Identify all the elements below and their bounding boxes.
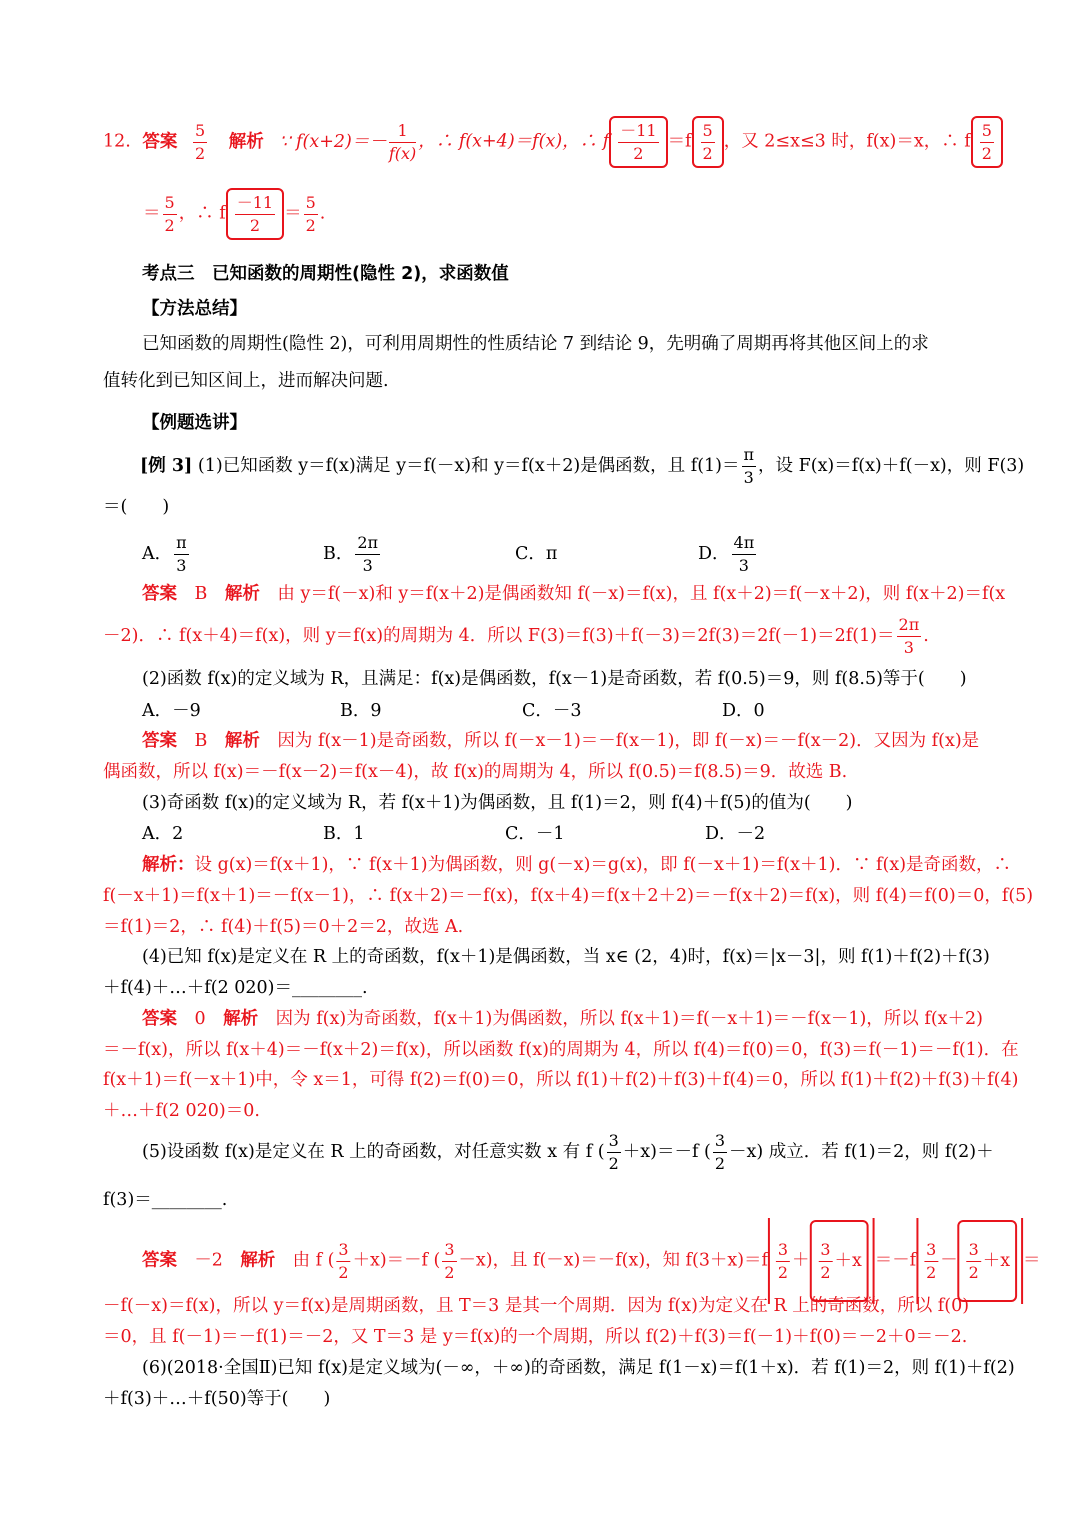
q12-text-1: ∵ f(x+2)＝－	[279, 131, 387, 152]
q12-frac-7: $\frac{5}{2}$	[305, 192, 316, 235]
ex3-a2-line-2: 偶函数，所以 f(x)＝－f(x－2)＝f(x－4)，故 f(x)的周期为 4，所以 f(0.5)＝f(8.5)＝9．故选 B.	[103, 762, 848, 782]
ex3-p2-option-a: A．－9	[142, 701, 201, 721]
q12-answer-fraction: $\frac{5}{2}$	[195, 120, 206, 163]
ex3-p1-option-b: B． $\frac{2\pi}{3}$	[323, 533, 379, 575]
q12-analysis-label: 解析	[228, 131, 264, 152]
ex3-p5-line-1: (5)设函数 f(x)是定义在 R 上的奇函数，对任意实数 x 有 f ( $\frac{3}{2}$ ＋x)＝－f ( $\frac{3}{2}$ －x) 成立．若 f(1)＝2，则 f(2)＋	[142, 1131, 994, 1173]
q12-line-1	[103, 116, 1003, 168]
ex3-p2-option-d: D．0	[722, 701, 765, 721]
ex3-a4-line-1: 答案 0 解析 因为 f(x)为奇函数，f(x＋1)为偶函数，所以 f(x＋1)＝f(－x＋1)＝－f(x－1)，所以 f(x＋2)	[142, 1009, 984, 1029]
examples-label: 【例题选讲】	[142, 413, 247, 433]
ex3-a5-line-3: ＝0，且 f(－1)＝－f(1)＝－2，又 T＝3 是 y＝f(x)的一个周期，所以 f(2)＋f(3)＝f(－1)＋f(0)＝－2＋0＝－2.	[103, 1327, 968, 1347]
ex3-p4-line-2: ＋f(4)＋…＋f(2 020)＝________.	[103, 978, 368, 998]
q12-answer-label: 答案	[142, 131, 178, 152]
ex3-tag: [例 3]	[140, 456, 193, 476]
q12-text-2: ，∴ f(x+4)＝f(x)，∴ f	[418, 131, 610, 152]
q12-bracket-1: $\frac{-11}{2}$	[609, 116, 667, 168]
q12-bracket-3: $\frac{5}{2}$	[971, 116, 1003, 168]
ex3-p6-line-1: (6)(2018·全国Ⅱ)已知 f(x)是定义域为(－∞，＋∞)的奇函数，满足 f(1－x)＝f(1＋x)．若 f(1)＝2，则 f(1)＋f(2)	[142, 1358, 1015, 1378]
ex3-p3: (3)奇函数 f(x)的定义域为 R，若 f(x＋1)为偶函数，且 f(1)＝2，则 f(4)＋f(5)的值为( )	[142, 793, 853, 813]
ex3-p3-option-c: C．－1	[505, 824, 565, 844]
q12-number: 12.	[103, 131, 131, 152]
ex3-p2: (2)函数 f(x)的定义域为 R，且满足：f(x)是偶函数，f(x－1)是奇函数，若 f(0.5)＝9，则 f(8.5)等于( )	[142, 669, 967, 689]
q12-frac-1: $\frac{1}{f(x)}$	[388, 120, 417, 163]
ex3-a3-line-2: f(－x＋1)＝f(x＋1)＝－f(x－1)，∴ f(x＋2)＝－f(x)，f(x＋4)＝f(x＋2＋2)＝－f(x＋2)＝f(x)，则 f(4)＝f(0)＝0，f(5)	[103, 886, 1034, 906]
ex3-p5-line-2: f(3)＝________.	[103, 1190, 228, 1210]
ex3-a5-bracket-2: $\frac{3}{2}$ － $\frac{3}{2}$ ＋x	[916, 1218, 1023, 1304]
q12-bracket-4: $\frac{-11}{2}$	[226, 188, 284, 240]
q12-bracket-2: $\frac{5}{2}$	[692, 116, 724, 168]
ex3-p1-frac: $\frac{\pi}{3}$	[743, 445, 755, 487]
ex3-p1-line-2: ＝( )	[103, 497, 170, 517]
ex3-a5-line-1: 答案 －2 解析 由 f ( $\frac{3}{2}$ ＋x)＝－f ( $\frac{3}{2}$ －x)，且 f(－x)＝－f(x)，知 f(3＋x)＝f $\frac{3}{2}$ ＋ $\frac{3}{2}$ ＋x ＝－f $\frac{3}{2}$ － $\frac{3}{2}$ ＋x ＝	[142, 1218, 1040, 1304]
ex3-a1-line-1: 答案 B 解析 由 y＝f(－x)和 y＝f(x＋2)是偶函数知 f(－x)＝f(x)，且 f(x＋2)＝f(－x＋2)，则 f(x＋2)＝f(x	[142, 584, 1006, 604]
ex3-a5-line-2: －f(－x)＝f(x)，所以 y＝f(x)是周期函数，且 T＝3 是其一个周期．因为 f(x)为定义在 R 上的奇函数，所以 f(0)	[103, 1296, 970, 1316]
ex3-p6-line-2: ＋f(3)＋…＋f(50)等于( )	[103, 1389, 331, 1409]
ex3-p1-option-a: A． $\frac{\pi}{3}$	[142, 533, 187, 575]
ex3-p1-option-d: D． $\frac{4\pi}{3}$	[698, 533, 755, 575]
ex3-a5-bracket-1: $\frac{3}{2}$ ＋ $\frac{3}{2}$ ＋x	[768, 1218, 875, 1304]
ex3-a1-line-2: －2)．∴ f(x＋4)＝f(x)，则 y＝f(x)的周期为 4．所以 F(3)＝f(3)＋f(－3)＝2f(3)＝2f(－1)＝2f(1)＝ $\frac{2\pi}{3}$ .	[103, 615, 929, 657]
ex3-p1-line-1: [例 3] (1)已知函数 y＝f(x)满足 y＝f(－x)和 y＝f(x＋2)是偶函数，且 f(1)＝ $\frac{\pi}{3}$ ，设 F(x)＝f(x)＋f(－x)，则 F(3)	[140, 445, 1025, 487]
method-text-2: 值转化到已知区间上，进而解决问题.	[103, 371, 389, 391]
method-summary-label: 【方法总结】	[142, 299, 247, 319]
ex3-a3-line-1: 解析：设 g(x)＝f(x＋1)，∵ f(x＋1)为偶函数，则 g(－x)＝g(x)，即 f(－x＋1)＝f(x＋1)．∵ f(x)是奇函数，∴	[142, 855, 1012, 875]
section-title: 考点三 已知函数的周期性(隐性 2)，求函数值	[142, 264, 509, 284]
ex3-p1-option-c: C．π	[515, 544, 558, 564]
ex3-a2-line-1: 答案 B 解析 因为 f(x－1)是奇函数，所以 f(－x－1)＝－f(x－1)，即 f(－x)＝－f(x－2)．又因为 f(x)是	[142, 731, 980, 751]
ex3-a4-line-4: ＋…＋f(2 020)＝0.	[103, 1101, 260, 1121]
ex3-p2-option-c: C．－3	[522, 701, 582, 721]
ex3-a4-line-2: ＝－f(x)，所以 f(x＋4)＝－f(x＋2)＝f(x)，所以函数 f(x)的周期为 4，所以 f(4)＝f(0)＝0，f(3)＝f(－1)＝－f(1)．在	[103, 1040, 1019, 1060]
q12-frac-5: $\frac{5}{2}$	[164, 192, 175, 235]
ex3-a3-line-3: ＝f(1)＝2，∴ f(4)＋f(5)＝0＋2＝2，故选 A.	[103, 917, 464, 937]
ex3-a4-line-3: f(x＋1)＝f(－x＋1)中，令 x＝1，可得 f(2)＝f(0)＝0，所以 f(1)＋f(2)＋f(3)＋f(4)＝0，所以 f(1)＋f(2)＋f(3)＋f(4)	[103, 1070, 1019, 1090]
q12-line-2: ＝ $\frac{5}{2}$ ，∴ f $\frac{-11}{2}$ ＝ $\frac{5}{2}$ .	[143, 188, 325, 240]
method-text-1: 已知函数的周期性(隐性 2)，可利用周期性的性质结论 7 到结论 9，先明确了周期再将其他区间上的求	[142, 334, 929, 354]
q12-text-4: ，又 2≤x≤3 时，f(x)＝x，∴ f	[723, 131, 971, 152]
ex3-p2-option-b: B．9	[340, 701, 382, 721]
q12-text-3: ＝f	[667, 131, 692, 152]
ex3-p3-option-a: A．2	[142, 824, 184, 844]
ex3-p3-option-b: B．1	[323, 824, 365, 844]
ex3-p4-line-1: (4)已知 f(x)是定义在 R 上的奇函数，f(x＋1)是偶函数，当 x∈ (2，4)时，f(x)＝|x－3|，则 f(1)＋f(2)＋f(3)	[142, 947, 990, 967]
ex3-p3-option-d: D．－2	[705, 824, 766, 844]
